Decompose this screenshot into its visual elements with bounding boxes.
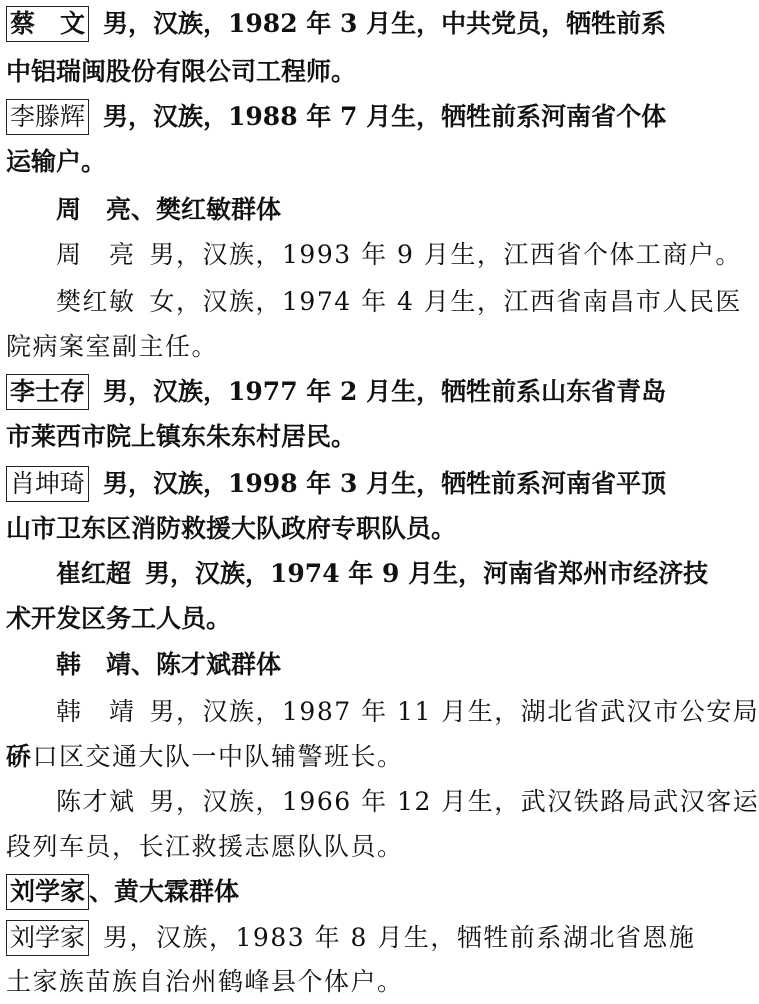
entry-continuation: 土家族苗族自治州鹤峰县个体户。 xyxy=(6,967,404,996)
entry-continuation: 市莱西市院上镇东朱东村居民。 xyxy=(6,422,357,451)
entry-line xyxy=(6,462,696,506)
person-description: 女，汉族，1974 年 4 月生，江西省南昌市人民医 xyxy=(149,287,742,316)
entry-line xyxy=(6,95,696,139)
entry-line xyxy=(56,690,759,734)
entry-continuation xyxy=(6,735,696,779)
person-description: 男，汉族，1998 年 3 月生，牺牲前系河南省平顶 xyxy=(103,469,667,498)
person-name-boxed: 刘学家 xyxy=(6,920,89,956)
continuation-text: 口区交通大队一中队辅警班长。 xyxy=(32,742,404,771)
rare-character: 硚 xyxy=(6,742,33,771)
entry-line xyxy=(6,2,696,46)
person-description: 男，汉族，1982 年 3 月生，中共党员，牺牲前系 xyxy=(103,9,667,38)
person-name: 樊红敏 xyxy=(56,287,136,316)
entry-continuation: 术开发区务工人员。 xyxy=(6,604,232,633)
person-description: 男，汉族，1988 年 7 月生，牺牲前系河南省个体 xyxy=(103,102,667,131)
person-description: 男，汉族，1983 年 8 月生，牺牲前系湖北省恩施 xyxy=(103,923,696,952)
group-heading: 周 亮、樊红敏群体 xyxy=(56,195,282,224)
entry-line xyxy=(56,780,759,824)
person-name: 崔红超 xyxy=(56,559,132,588)
person-name: 韩 靖 xyxy=(56,697,136,726)
person-description: 男，汉族，1974 年 9 月生，河南省郑州市经济技 xyxy=(145,559,709,588)
person-description: 男，汉族，1987 年 11 月生，湖北省武汉市公安局 xyxy=(149,697,759,726)
person-name-boxed: 李士存 xyxy=(6,374,89,410)
entry-continuation: 山市卫东区消防救援大队政府专职队员。 xyxy=(6,514,457,543)
entry-line xyxy=(56,280,742,324)
person-description: 男，汉族，1966 年 12 月生，武汉铁路局武汉客运 xyxy=(149,787,759,816)
entry-continuation: 运输户。 xyxy=(6,147,107,176)
person-name: 周 亮 xyxy=(56,240,136,269)
person-name-boxed: 李滕辉 xyxy=(6,99,89,135)
person-description: 男，汉族，1993 年 9 月生，江西省个体工商户。 xyxy=(149,240,742,269)
entry-line xyxy=(56,552,709,596)
person-name-boxed: 肖坤琦 xyxy=(6,466,89,502)
entry-continuation: 段列车员，长江救援志愿队队员。 xyxy=(6,832,404,861)
entry-line xyxy=(6,370,696,414)
group-name-boxed: 刘学家 xyxy=(6,874,89,910)
group-heading: 韩 靖、陈才斌群体 xyxy=(56,650,282,679)
person-name-boxed: 蔡 文 xyxy=(6,6,89,42)
person-description: 男，汉族，1977 年 2 月生，牺牲前系山东省青岛 xyxy=(103,377,667,406)
entry-line xyxy=(6,916,696,960)
group-heading-rest: 、黄大霖群体 xyxy=(89,877,240,906)
group-heading xyxy=(6,870,696,914)
entry-continuation: 中铝瑞闽股份有限公司工程师。 xyxy=(6,57,357,86)
person-name: 陈才斌 xyxy=(56,787,136,816)
entry-continuation: 院病案室副主任。 xyxy=(6,332,219,361)
entry-line xyxy=(56,233,742,277)
